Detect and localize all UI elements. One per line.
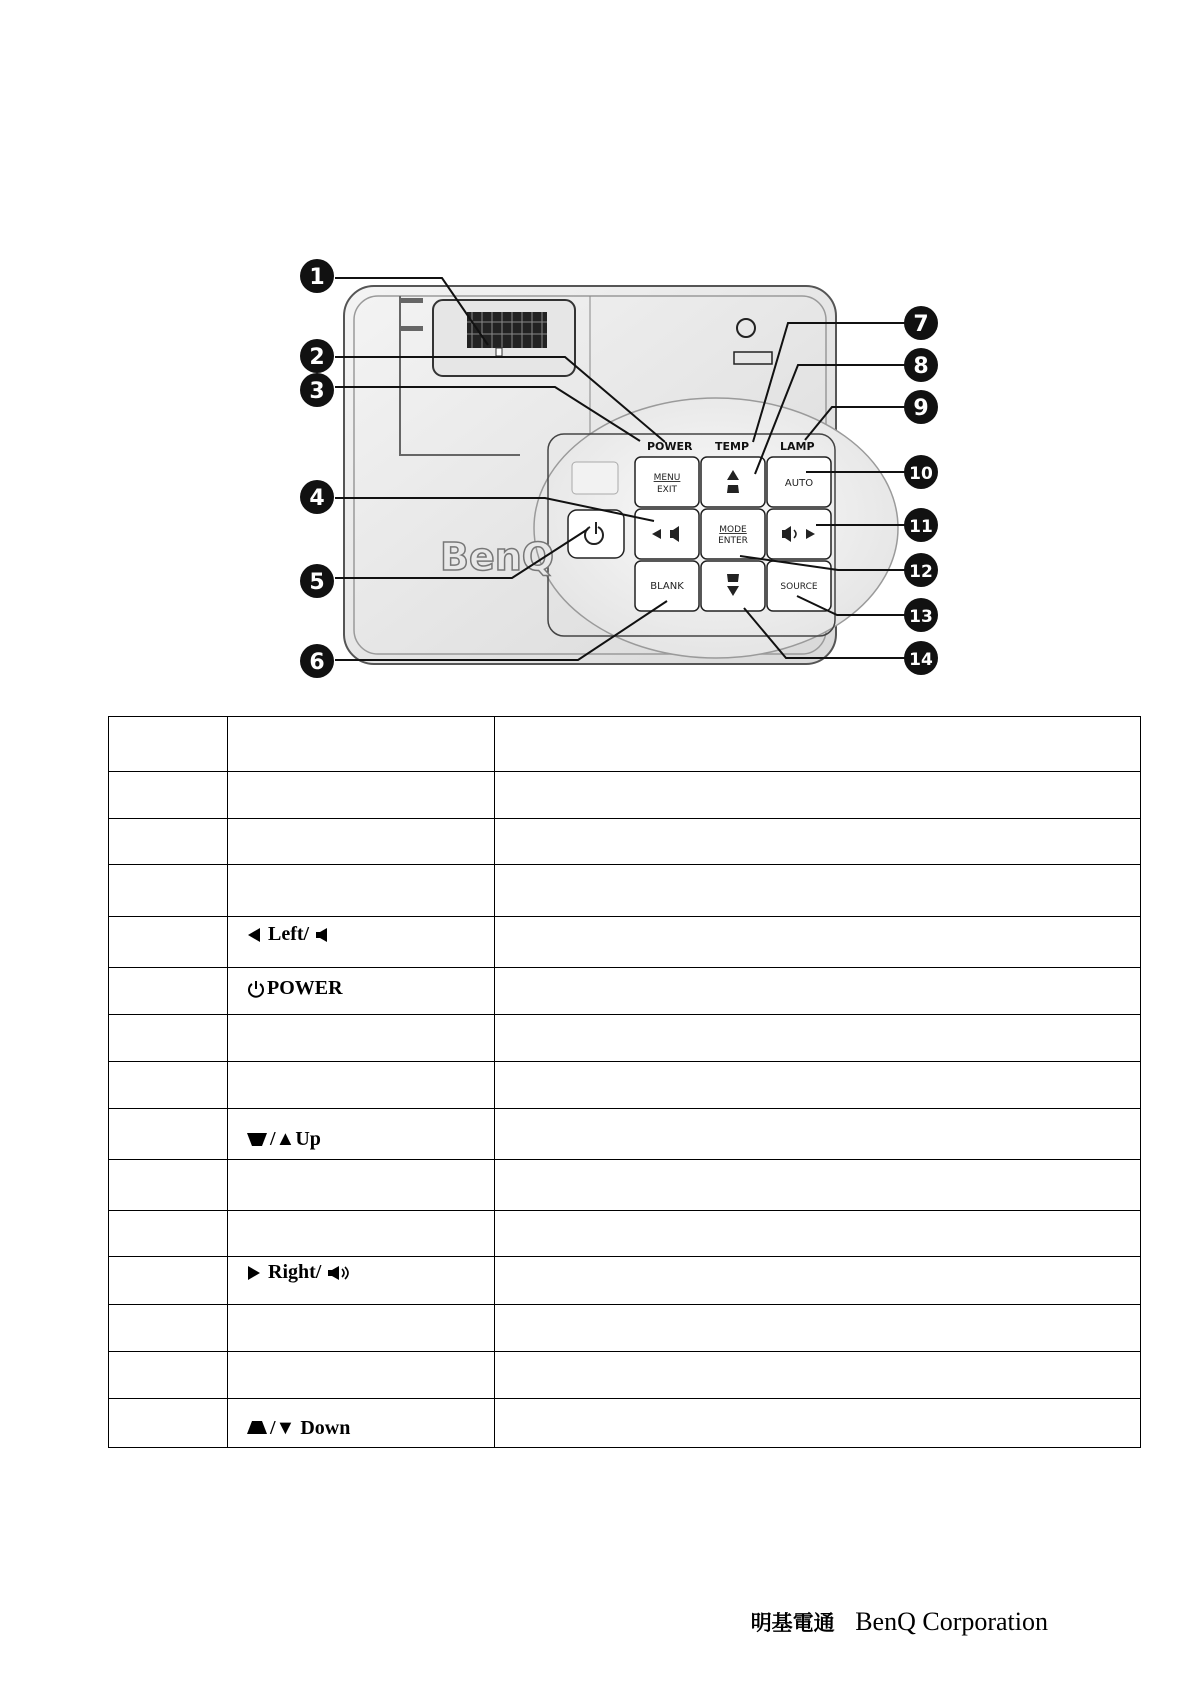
callout-1 [300,259,334,293]
left-key[interactable] [635,509,699,559]
cell-name [228,1305,495,1352]
cell-number [109,917,228,968]
footer-company-english: BenQ Corporation [855,1607,1048,1636]
left-triangle-icon [246,927,262,943]
svg-text:14: 14 [909,650,933,670]
cell-name [228,1352,495,1399]
cell-description [495,1399,1141,1448]
cell-name [228,717,495,772]
cell-name [228,1211,495,1257]
cell-name [228,1399,495,1448]
keystone-up-icon [246,1419,268,1437]
cell-number [109,819,228,865]
volume-up-icon [327,1264,351,1282]
table-row [109,1211,1141,1257]
cell-name [228,1160,495,1211]
table-row [109,772,1141,819]
cell-number [109,865,228,917]
cell-description [495,1015,1141,1062]
enter-key-label: ENTER [718,536,748,546]
up-key-name: /▲Up [270,1127,321,1150]
page-footer [751,1607,1048,1637]
keystone-down-icon [246,1130,268,1148]
mode-key-label: MODE [719,525,747,535]
footer-company-chinese: 明基電通 [750,1611,835,1635]
cell-name [228,968,495,1015]
cell-name [228,772,495,819]
temp-indicator-label: TEMP [715,440,750,453]
lamp-indicator-label: LAMP [780,440,815,453]
callout-8 [904,348,938,382]
table-row [109,1160,1141,1211]
menu-key-label: MENU [653,473,681,483]
callout-9 [904,390,938,424]
cell-description [495,917,1141,968]
cell-number [109,1109,228,1160]
cell-description [495,1352,1141,1399]
table-row [109,1109,1141,1160]
callout-10 [904,455,938,489]
cell-name [228,1015,495,1062]
callout-12 [904,553,938,587]
svg-text:3: 3 [309,379,325,404]
svg-text:5: 5 [309,570,325,595]
svg-text:7: 7 [913,312,929,337]
callout-5 [300,564,334,598]
cell-number [109,968,228,1015]
svg-text:9: 9 [913,396,929,421]
right-key[interactable] [767,509,831,559]
source-key-label: SOURCE [780,582,818,592]
cell-number [109,1062,228,1109]
cell-description [495,865,1141,917]
keystone-up-key[interactable] [701,457,765,507]
cell-number [109,1257,228,1305]
power-key-name: POWER [267,977,343,1000]
table-row [109,1399,1141,1448]
cell-description [495,1109,1141,1160]
cell-name [228,819,495,865]
cell-description [495,1257,1141,1305]
svg-text:4: 4 [309,486,325,511]
cell-number [109,1211,228,1257]
cell-number [109,1352,228,1399]
table-row [109,968,1141,1015]
callout-6 [300,644,334,678]
control-description-table [108,716,1141,1448]
table-row [109,717,1141,772]
table-row [109,819,1141,865]
table-row [109,1352,1141,1399]
cell-description [495,968,1141,1015]
callout-13 [904,598,938,632]
blank-key-label: BLANK [650,581,684,592]
cell-number [109,1305,228,1352]
table-row [109,1015,1141,1062]
left-key-name: Left/ [268,923,310,945]
cell-name [228,1257,495,1305]
svg-text:12: 12 [909,562,933,582]
svg-text:10: 10 [909,464,933,484]
cell-name [228,1109,495,1160]
svg-text:13: 13 [909,607,933,627]
cell-number [109,1015,228,1062]
svg-text:8: 8 [913,354,929,379]
auto-key-label: AUTO [784,478,814,489]
cell-number [109,1160,228,1211]
svg-text:2: 2 [309,345,325,370]
right-key-name: Right/ [268,1261,322,1283]
cell-description [495,1160,1141,1211]
callout-14 [904,641,938,675]
cell-number [109,717,228,772]
callout-11 [904,508,938,542]
table-row [109,1305,1141,1352]
cell-description [495,772,1141,819]
cell-description [495,819,1141,865]
callout-2 [300,339,334,373]
cell-name [228,1062,495,1109]
cell-description [495,1062,1141,1109]
cell-number [109,772,228,819]
svg-text:11: 11 [909,517,933,537]
cell-description [495,717,1141,772]
cell-number [109,1399,228,1448]
brand-logo: BenQ [440,535,555,579]
down-key-name: /▼ Down [270,1416,351,1439]
projector-top-diagram [0,0,1190,690]
exit-key-label: EXIT [656,485,678,495]
power-indicator-label: POWER [647,440,693,453]
volume-down-icon [315,927,333,943]
power-icon [246,979,266,999]
table-row [109,917,1141,968]
table-row [109,1257,1141,1305]
table-row [109,865,1141,917]
cell-description [495,1305,1141,1352]
right-triangle-icon [246,1265,262,1281]
cell-description [495,1211,1141,1257]
svg-text:6: 6 [309,650,325,675]
table-row [109,1062,1141,1109]
cell-name [228,917,495,968]
callout-7 [904,306,938,340]
svg-text:1: 1 [309,265,325,290]
cell-name [228,865,495,917]
callout-3 [300,373,334,407]
callout-4 [300,480,334,514]
